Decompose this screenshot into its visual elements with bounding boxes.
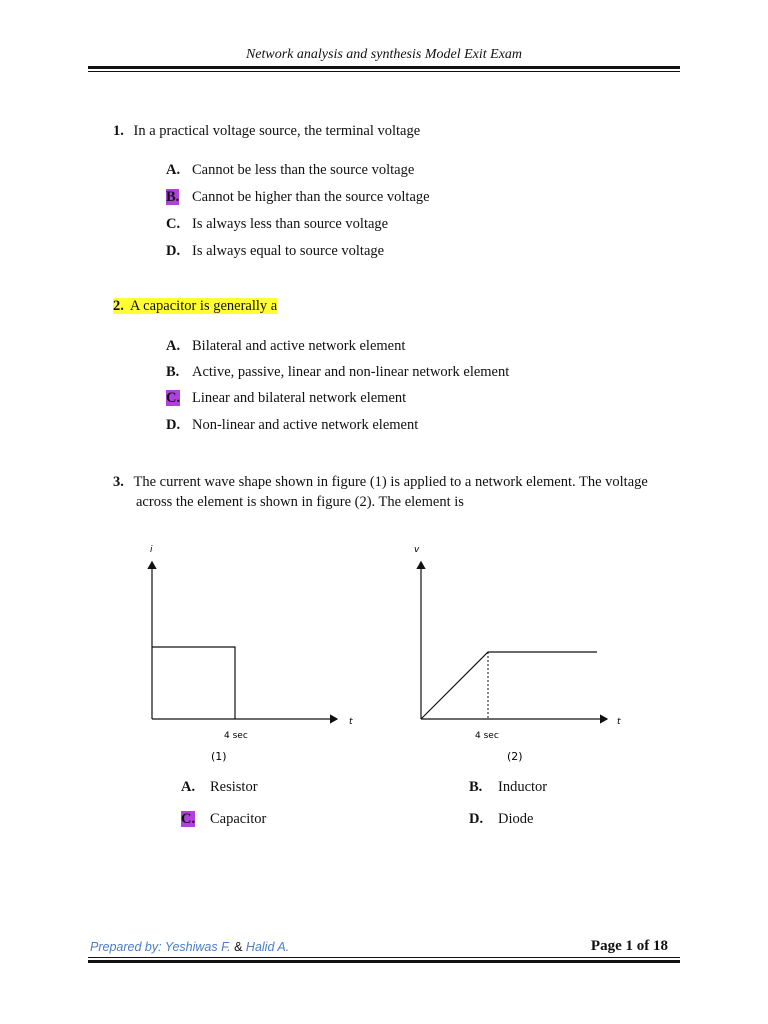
option-text: Bilateral and active network element [192, 338, 406, 354]
footer-prepared-by: Prepared by: Yeshiwas F. [90, 940, 231, 954]
fig2-y-label: v [414, 545, 420, 555]
footer-rule-thin [88, 957, 680, 958]
q2-option-b[interactable] [166, 364, 509, 381]
option-text: Linear and bilateral network element [192, 390, 407, 406]
option-letter: B. [469, 779, 483, 795]
option-letter: A. [166, 338, 181, 354]
question-text: A capacitor is generally a [129, 298, 278, 314]
question-2 [113, 298, 277, 315]
footer-coauthor: Halid A. [245, 940, 290, 954]
page-number: Page 1 of 18 [590, 938, 668, 954]
option-text: Cannot be higher than the source voltage [192, 189, 430, 205]
q3-option-a[interactable] [181, 779, 258, 796]
option-text: Is always less than source voltage [192, 216, 389, 232]
question-text-line-1: The current wave shape shown in figure (1) is applied to a network element. The voltage [133, 474, 648, 490]
option-letter: D. [469, 811, 484, 827]
q1-option-b[interactable] [166, 189, 430, 206]
fig2-caption: (2) [507, 750, 523, 763]
option-letter: D. [166, 243, 181, 259]
footer-ampersand: & [234, 940, 243, 954]
option-letter: C. [166, 216, 181, 232]
fig2-x-label: t [617, 717, 621, 727]
option-text: Resistor [210, 779, 258, 795]
q2-option-d[interactable] [166, 417, 418, 434]
fig2-tick-label: 4 sec [475, 731, 499, 741]
figure-2 [414, 545, 621, 763]
footer-rule-thick [88, 960, 680, 963]
fig2-voltage-ramp [421, 652, 597, 719]
option-text: Active, passive, linear and non-linear network element [192, 364, 510, 380]
q1-option-c[interactable] [166, 216, 388, 233]
q1-option-d[interactable] [166, 243, 384, 260]
header-rule-thin [88, 71, 680, 72]
option-letter-highlighted: C. [181, 811, 196, 827]
q2-option-a[interactable] [166, 338, 405, 355]
question-text-line-2: across the element is shown in figure (2). The element is [136, 494, 464, 510]
question-number: 1. [113, 123, 124, 139]
question-1 [113, 123, 420, 140]
header-rule-thick [88, 66, 680, 69]
option-letter-highlighted: C. [166, 390, 181, 406]
fig1-current-pulse [152, 647, 235, 719]
option-letter: B. [166, 364, 180, 380]
option-text: Cannot be less than the source voltage [192, 162, 415, 178]
option-letter-highlighted: B. [166, 189, 180, 205]
option-text: Is always equal to source voltage [192, 243, 385, 259]
fig1-caption: (1) [211, 750, 227, 763]
footer-credits [90, 940, 289, 954]
q2-option-c[interactable] [166, 390, 406, 407]
option-text: Diode [498, 811, 534, 827]
q3-option-b[interactable] [469, 779, 547, 796]
q3-option-c[interactable] [181, 811, 266, 828]
option-letter: D. [166, 417, 181, 433]
option-text: Inductor [498, 779, 548, 795]
question-number: 2. [113, 298, 124, 314]
option-letter: A. [181, 779, 196, 795]
fig1-y-label: i [150, 545, 153, 555]
fig1-x-label: t [349, 717, 353, 727]
option-text: Capacitor [210, 811, 267, 827]
fig1-tick-label: 4 sec [224, 731, 248, 741]
option-text: Non-linear and active network element [192, 417, 419, 433]
figure-1 [150, 545, 353, 763]
option-letter: A. [166, 162, 181, 178]
question-text: In a practical voltage source, the terminal voltage [133, 123, 421, 139]
q1-option-a[interactable] [166, 162, 414, 179]
question-3 [113, 474, 648, 491]
q3-option-d[interactable] [469, 811, 533, 828]
figures [0, 530, 768, 770]
question-number: 3. [113, 474, 124, 490]
header-title: Network analysis and synthesis Model Exit Exam [245, 47, 523, 62]
